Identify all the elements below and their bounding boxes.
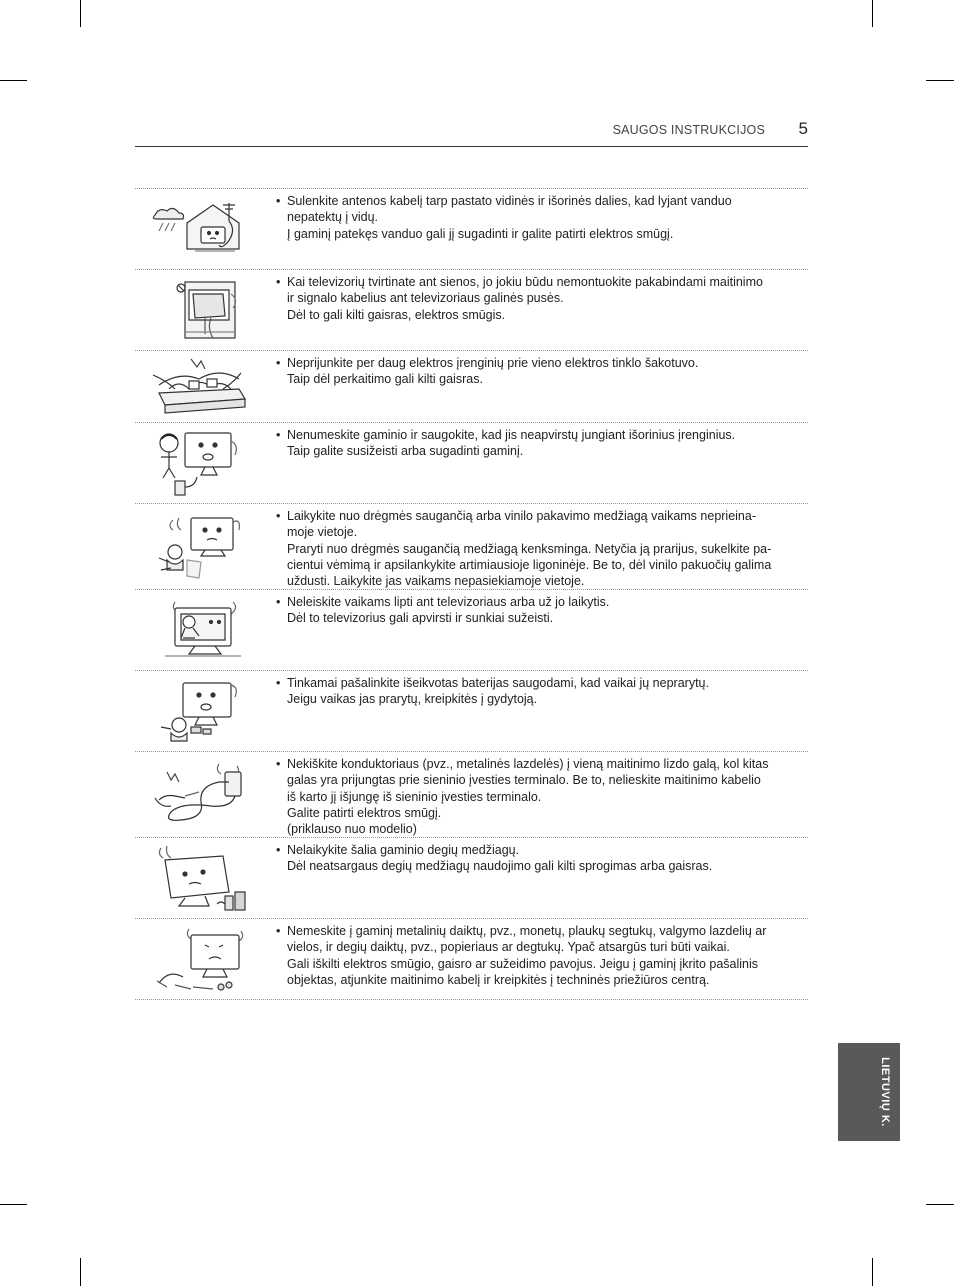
text-line: galas yra prijungtas prie sieninio įvesties terminalo. Be to, nelieskite maitinimo kabelio — [287, 773, 761, 788]
crop-mark — [926, 1204, 954, 1205]
instruction-text — [276, 508, 804, 589]
bullet: • — [276, 595, 281, 609]
crop-mark — [0, 80, 27, 81]
text-line: Kai televizorių tvirtinate ant sienos, jo jokiu būdu nemontuokite pakabindami maitinimo — [287, 275, 763, 289]
instruction-text — [276, 193, 804, 242]
language-tab-label: LIETUVIŲ K. — [879, 1057, 891, 1127]
instruction-text — [276, 923, 804, 988]
text-line: Dėl to televizorius gali apvirsti ir sunkiai sužeisti. — [287, 611, 554, 626]
text-line: moje vietoje. — [287, 525, 358, 540]
text-line: Taip dėl perkaitimo gali kilti gaisras. — [287, 372, 483, 387]
text-line: Praryti nuo drėgmės saugančią medžiagą kenksminga. Netyčia ją prarijus, sukelkite pa- — [287, 541, 772, 556]
falling-tv-icon — [145, 427, 255, 499]
flammable-near-tv-icon — [145, 842, 255, 914]
text-line: Nekiškite konduktoriaus (pvz., metalinės lazdelės) į vieną maitinimo lizdo galą, kol kitas — [287, 757, 769, 771]
crop-mark — [80, 1258, 81, 1286]
child-plastic-bag-icon — [145, 508, 255, 584]
instruction-row — [135, 189, 808, 270]
overloaded-socket-icon — [145, 355, 255, 419]
instruction-row — [135, 423, 808, 504]
crop-mark — [0, 1204, 27, 1205]
text-line: Tinkamai pašalinkite išeikvotas baterijas saugodami, kad vaikai jų neprarytų. — [287, 676, 709, 690]
text-line: Neleiskite vaikams lipti ant televizoriaus arba už jo laikytis. — [287, 595, 610, 609]
text-line: Taip galite susižeisti arba sugadinti gaminį. — [287, 444, 524, 459]
instruction-text — [276, 427, 804, 460]
bullet: • — [276, 676, 281, 690]
wall-mounted-tv-icon — [145, 274, 255, 346]
section-title: SAUGOS INSTRUKCIJOS — [612, 123, 765, 137]
text-line: Dėl to gali kilti gaisras, elektros smūgis. — [287, 307, 506, 322]
text-line: iš karto jį išjungę iš sieninio įvesties terminalo. — [287, 789, 542, 804]
child-battery-icon — [145, 675, 255, 747]
page-header — [135, 118, 808, 147]
text-line: uždusti. Laikykite jas vaikams nepasiekiamoje vietoje. — [287, 574, 585, 589]
text-line: cientui vėmimą ir apsilankykite artimiausioje ligoninėje. Be to, dėl vinilo pakuočių galima — [287, 557, 772, 572]
safety-instructions-table — [135, 188, 808, 1000]
instruction-row — [135, 504, 808, 590]
instruction-text — [276, 675, 804, 708]
text-line: Galite patirti elektros smūgį. — [287, 805, 442, 820]
crop-mark — [872, 1258, 873, 1286]
bullet: • — [276, 843, 281, 857]
instruction-row — [135, 671, 808, 752]
text-line: (priklauso nuo modelio) — [287, 822, 417, 837]
metal-objects-tv-icon — [145, 923, 255, 995]
power-cord-conductor-icon — [145, 756, 255, 832]
bullet: • — [276, 194, 281, 208]
bullet: • — [276, 356, 281, 370]
instruction-row — [135, 270, 808, 351]
text-line: Dėl neatsargaus degių medžiagų naudojimo gali kilti sprogimas arba gaisras. — [287, 859, 713, 874]
text-line: Į gaminį patekęs vanduo gali jį sugadinti ir galite patirti elektros smūgį. — [287, 226, 674, 241]
text-line: Nelaikykite šalia gaminio degių medžiagų. — [287, 843, 520, 857]
instruction-row — [135, 590, 808, 671]
instruction-row — [135, 838, 808, 919]
house-antenna-icon — [145, 193, 255, 265]
text-line: Sulenkite antenos kabelį tarp pastato vidinės ir išorinės dalies, kad lyjant vanduo — [287, 194, 732, 208]
instruction-text — [276, 274, 804, 323]
child-climbing-tv-icon — [145, 594, 255, 666]
text-line: Neprijunkite per daug elektros įrenginių prie vieno elektros tinklo šakotuvo. — [287, 356, 699, 370]
crop-mark — [80, 0, 81, 27]
crop-mark — [926, 80, 954, 81]
instruction-row — [135, 752, 808, 838]
text-line: objektas, atjunkite maitinimo kabelį ir kreipkitės į techninės priežiūros centrą. — [287, 972, 710, 987]
bullet: • — [276, 509, 281, 523]
language-tab — [838, 1043, 900, 1141]
crop-mark — [872, 0, 873, 27]
instruction-text — [276, 756, 804, 837]
page-number: 5 — [798, 119, 808, 138]
bullet: • — [276, 924, 281, 938]
instruction-text — [276, 842, 804, 875]
instruction-row — [135, 351, 808, 423]
text-line: Laikykite nuo drėgmės saugančią arba vinilo pakavimo medžiagą vaikams neprieina- — [287, 509, 757, 523]
text-line: Gali iškilti elektros smūgio, gaisro ar sužeidimo pavojus. Jeigu į gaminį įkrito pašalinis — [287, 956, 759, 971]
instruction-text — [276, 594, 804, 627]
text-line: nepatektų į vidų. — [287, 210, 379, 225]
text-line: Nemeskite į gaminį metalinių daiktų, pvz., monetų, plaukų segtukų, valgymo lazdelių ar — [287, 924, 767, 938]
text-line: Nenumeskite gaminio ir saugokite, kad jis neapvirstų jungiant išorinius įrenginius. — [287, 428, 736, 442]
instruction-row — [135, 919, 808, 1000]
text-line: ir signalo kabelius ant televizoriaus galinės pusės. — [287, 291, 564, 306]
bullet: • — [276, 275, 281, 289]
text-line: vielos, ir degių daiktų, pvz., popieriaus ar degtukų. Ypač atsargūs turi būti vaikai. — [287, 940, 730, 955]
instruction-text — [276, 355, 804, 388]
bullet: • — [276, 428, 281, 442]
bullet: • — [276, 757, 281, 771]
text-line: Jeigu vaikas jas prarytų, kreipkitės į gydytoją. — [287, 692, 538, 707]
